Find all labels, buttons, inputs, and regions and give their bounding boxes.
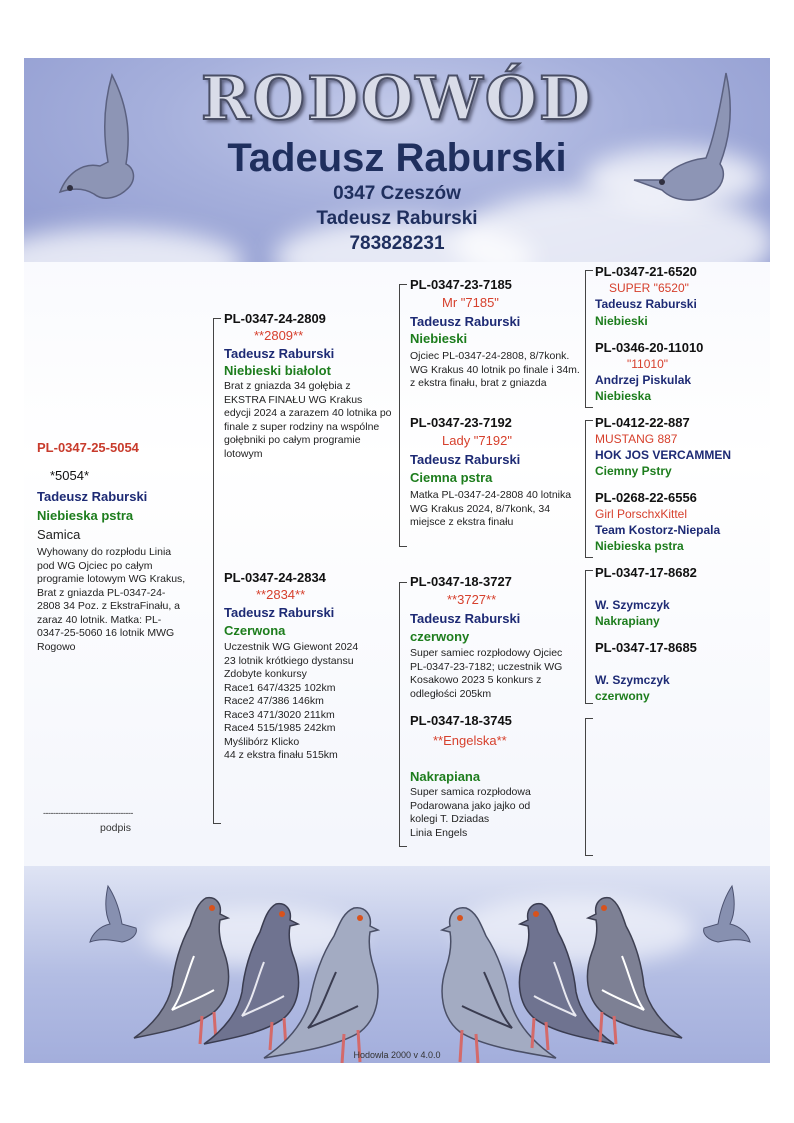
fmf-color: Ciemny Pstry: [595, 464, 672, 478]
fff-nick: SUPER "6520": [609, 281, 689, 295]
mother-ring: PL-0347-24-2834: [224, 570, 326, 585]
mm-notes: [410, 786, 580, 840]
mother-note-line: Race1 647/4325 102km: [224, 681, 336, 694]
document-title: RODOWÓD: [200, 64, 594, 134]
fm-ring: PL-0347-23-7192: [410, 415, 512, 430]
mf-owner: Tadeusz Raburski: [410, 611, 521, 626]
bracket-ff: [585, 270, 593, 408]
ff-ring: PL-0347-23-7185: [410, 277, 512, 292]
breeder-phone: 783828231: [349, 233, 445, 254]
bracket-father: [399, 284, 407, 547]
fmf-owner: HOK JOS VERCAMMEN: [595, 448, 732, 462]
bird-ring: PL-0347-25-5054: [37, 440, 139, 455]
bird-sex: Samica: [37, 527, 81, 542]
bird-owner: Tadeusz Raburski: [37, 489, 148, 504]
father-notes: Brat z gniazda 34 gołębia z EKSTRA FINAŁU WG Krakus edycji 2024 a zarazem 40 lotnika po finale z super rodziny na wspólne gołębniki po całym programie lotowym: [224, 380, 392, 460]
mother-note-line: 44 z ekstra finału 515km: [224, 749, 338, 761]
bracket-fm: [585, 420, 593, 558]
ffm-nick: "11010": [627, 357, 668, 371]
mm-note-line: Super samica rozpłodowa: [410, 786, 531, 798]
mfm-ring: PL-0347-17-8685: [595, 640, 697, 655]
mother-note-line: 23 lotnik krótkiego dystansu: [224, 654, 354, 667]
fff-owner: Tadeusz Raburski: [595, 297, 697, 311]
mother-nick: **2834**: [256, 587, 306, 602]
mm-note-line: kolegi T. Dziadas: [410, 813, 490, 825]
breeder-name: Tadeusz Raburski: [227, 136, 567, 180]
father-color: Niebieski białolot: [224, 363, 331, 378]
mother-note-line: Race2 47/386 146km: [224, 695, 324, 707]
mother-note-line: Myślibórz Klicko: [224, 735, 300, 748]
mother-owner: Tadeusz Raburski: [224, 605, 335, 620]
pigeon-standing-icon: [256, 896, 396, 1063]
breeder-address: 0347 Czeszów: [333, 183, 461, 204]
pigeon-standing-icon: [572, 886, 692, 1056]
breeder-owner: Tadeusz Raburski: [316, 208, 478, 229]
mf-ring: PL-0347-18-3727: [410, 574, 512, 589]
mm-color: Nakrapiana: [410, 769, 481, 784]
mother-color: Czerwona: [224, 623, 286, 638]
bracket-generation-1: [213, 318, 221, 824]
mff-color: Nakrapiany: [595, 614, 660, 628]
mff-owner: W. Szymczyk: [595, 598, 670, 612]
fmm-owner: Team Kostorz-Niepala: [595, 523, 721, 537]
mother-note-line: Race3 471/3020 211km: [224, 708, 335, 721]
ff-notes: Ojciec PL-0347-24-2808, 8/7konk. WG Krakus 40 lotnik po finale i 34m. z ekstra finału, brat z gniazda: [410, 350, 580, 389]
header-banner: [24, 58, 770, 262]
father-ring: PL-0347-24-2809: [224, 311, 326, 326]
fmf-nick: MUSTANG 887: [595, 432, 678, 446]
signature-label: podpis: [100, 822, 131, 834]
fm-color: Ciemna pstra: [410, 470, 493, 485]
bracket-mf: [585, 570, 593, 704]
fmf-ring: PL-0412-22-887: [595, 415, 690, 430]
mother-notes: [224, 641, 394, 763]
mf-notes: Super samiec rozpłodowy Ojciec PL-0347-23-7182; uczestnik WG Kosakowo 2023 5 konkurs z odległości 205km: [410, 647, 563, 700]
mfm-owner: W. Szymczyk: [595, 673, 670, 687]
software-version: Hodowla 2000 v 4.0.0: [353, 1050, 441, 1060]
mf-nick: **3727**: [447, 592, 497, 607]
fmm-color: Niebieska pstra: [595, 539, 684, 553]
ff-color: Niebieski: [410, 331, 468, 346]
signature-line: ------------------------------------: [43, 808, 133, 818]
bird-nick: *5054*: [50, 468, 90, 483]
bracket-mm: [585, 718, 593, 856]
fff-ring: PL-0347-21-6520: [595, 264, 697, 279]
fm-owner: Tadeusz Raburski: [410, 452, 521, 467]
mm-note-line: Podarowana jako jajko od: [410, 799, 531, 812]
pigeon-flying-icon: [684, 884, 754, 954]
mm-ring: PL-0347-18-3745: [410, 713, 512, 728]
bird-color: Niebieska pstra: [37, 508, 134, 523]
ffm-ring: PL-0346-20-11010: [595, 340, 704, 355]
father-owner: Tadeusz Raburski: [224, 346, 335, 361]
father-nick: **2809**: [254, 328, 304, 343]
ff-owner: Tadeusz Raburski: [410, 314, 521, 329]
mfm-color: czerwony: [595, 689, 650, 703]
ffm-owner: Andrzej Piskulak: [595, 373, 692, 387]
mother-note-line: Zdobyte konkursy: [224, 668, 307, 680]
fff-color: Niebieski: [595, 314, 648, 328]
fm-nick: Lady "7192": [442, 433, 512, 448]
fmm-ring: PL-0268-22-6556: [595, 490, 697, 505]
mff-ring: PL-0347-17-8682: [595, 565, 697, 580]
mf-color: czerwony: [410, 629, 470, 644]
mm-note-line: Linia Engels: [410, 826, 468, 839]
ff-nick: Mr "7185": [442, 295, 499, 310]
fm-notes: Matka PL-0347-24-2808 40 lotnika WG Krakus 2024, 8/7konk, 34 miejsce z ekstra finału: [410, 489, 572, 528]
fmm-nick: Girl PorschxKittel: [595, 507, 688, 521]
mm-nick: **Engelska**: [433, 733, 507, 748]
mother-note-line: Uczestnik WG Giewont 2024: [224, 641, 359, 653]
bracket-mother: [399, 582, 407, 847]
bird-notes: Wyhowany do rozpłodu Linia pod WG Ojciec po całym programie lotowym WG Krakus, Brat z gniazda PL-0347-24-2808 34 Poz. z EkstraFinału, a zaraz 40 lotnik. Matka: PL-0347-25-5060 16 lotnik MWG Rogowo: [37, 546, 186, 653]
ffm-color: Niebieska: [595, 389, 652, 403]
mother-note-line: Race4 515/1985 242km: [224, 722, 336, 734]
footer-banner: [24, 866, 770, 1063]
